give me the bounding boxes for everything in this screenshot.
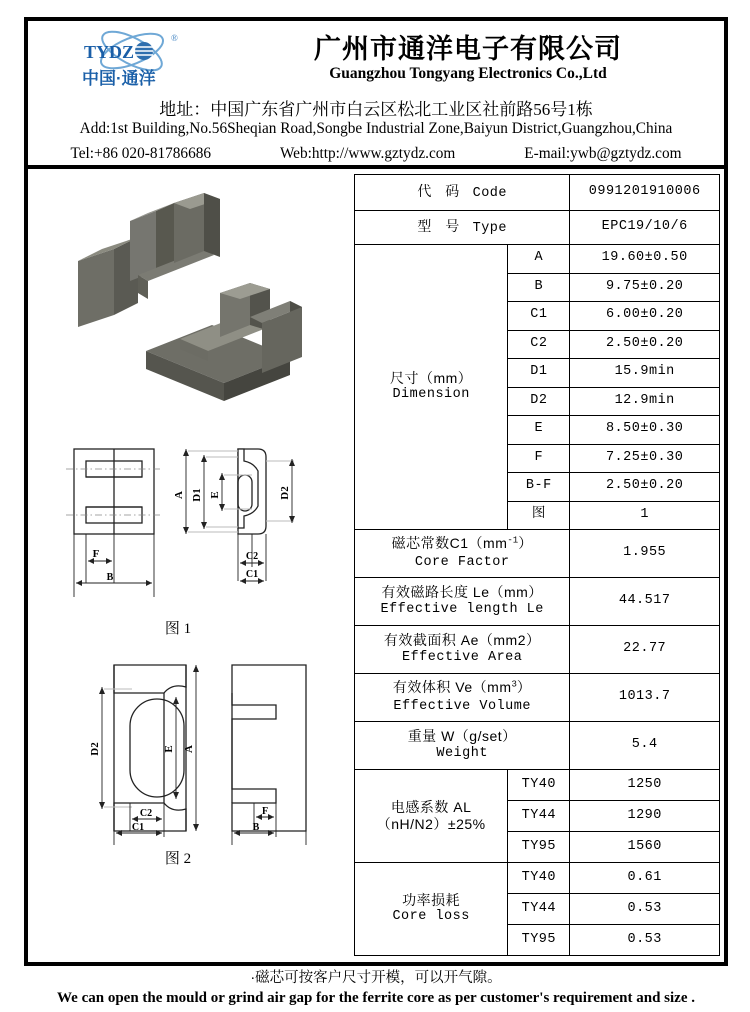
dim-value: 6.00±0.20 [570,302,720,331]
dim-key: C1 [508,302,570,331]
weight-value: 5.4 [570,722,720,770]
fig2-label-B: B [252,822,260,833]
company-header [28,21,724,169]
company-address-en: Add:1st Building,No.56Sheqian Road,Songbe Industrial Zone,Baiyun District,Guangzhou,China [79,120,673,137]
table-row-dim-A [355,245,720,274]
company-email[interactable]: E-mail:ywb@gztydz.com [524,145,682,162]
type-label: 型 号 Type [355,211,570,245]
fig1-label-A: A [173,491,185,499]
fig2-label-A: A [183,745,195,753]
fig2-label-D2: D2 [89,742,101,756]
al-grade: TY44 [508,801,570,832]
al-value: 1290 [570,801,720,832]
core-factor-value: 1.955 [570,530,720,578]
figures-column [28,169,350,966]
figure-2-drawing [68,653,338,845]
table-row-code [355,175,720,211]
loss-grade: TY44 [508,894,570,925]
company-name-en: Guangzhou Tongyang Electronics Co.,Ltd [329,65,607,82]
dim-value: 2.50±0.20 [570,473,720,502]
loss-value: 0.53 [570,894,720,925]
loss-value: 0.61 [570,863,720,894]
al-grade: TY95 [508,832,570,863]
dim-key: E [508,416,570,445]
dim-value: 2.50±0.20 [570,330,720,359]
datasheet-page [24,17,728,966]
dim-value: 8.50±0.30 [570,416,720,445]
loss-value: 0.53 [570,925,720,956]
effective-length-value: 44.517 [570,578,720,626]
loss-grade: TY40 [508,863,570,894]
table-row-effective-area [355,626,720,674]
table-row-type [355,211,720,245]
type-value: EPC19/10/6 [570,211,720,245]
dim-value: 7.25±0.30 [570,444,720,473]
product-photo [34,175,346,407]
code-value: 0991201910006 [570,175,720,211]
effective-area-label: 有效截面积 Ae（mm2） Effective Area [355,626,570,674]
datasheet-body [28,169,724,966]
footer-notes [24,966,728,1012]
fig2-label-C2: C2 [139,808,153,819]
effective-area-value: 22.77 [570,626,720,674]
dim-key: D1 [508,359,570,388]
dim-key: D2 [508,387,570,416]
figure-1-caption: 图 1 [164,621,192,637]
dim-key: B-F [508,473,570,502]
company-tel: Tel:+86 020-81786686 [70,145,212,162]
dim-key: 图 [508,501,570,530]
logo-registered-mark: ® [171,33,178,43]
company-logo [72,29,192,91]
figure-1-drawing [52,431,342,616]
table-row-weight [355,722,720,770]
fig1-label-B: B [106,572,114,583]
company-contact-row [28,145,724,163]
table-row-effective-volume [355,674,720,722]
al-value: 1250 [570,770,720,801]
al-label: 电感系数 AL （nH/N2）±25% [355,770,508,863]
fig2-label-E: E [163,745,175,753]
core-factor-label: 磁芯常数$C1(mm^{-1})$ Core Factor [355,530,570,578]
fig1-label-E: E [209,491,221,499]
fig1-label-C1: C1 [245,569,259,580]
fig1-label-D1: D1 [191,488,203,502]
table-row-effective-length [355,578,720,626]
fig1-label-F: F [92,548,100,560]
dim-value: 19.60±0.50 [570,245,720,274]
fig2-label-C1: C1 [131,822,145,833]
fig1-label-C2: C2 [245,551,259,562]
table-row-core-factor [355,530,720,578]
dim-value: 12.9min [570,387,720,416]
specification-table [354,174,720,956]
fig2-label-F: F [261,806,269,817]
table-row-loss-ty40 [355,863,720,894]
dim-key: F [508,444,570,473]
dim-value: 15.9min [570,359,720,388]
logo-graphic [72,29,192,91]
table-row-al-ty40 [355,770,720,801]
core-loss-label: 功率损耗 Core loss [355,863,508,956]
code-label: 代 码 Code [355,175,570,211]
logo-latin-text: TYDZ [84,42,135,62]
dim-key: A [508,245,570,274]
note-english: We can open the mould or grind air gap for the ferrite core as per customer's requirement and size . [57,990,695,1006]
fig1-label-D2: D2 [279,486,291,500]
al-grade: TY40 [508,770,570,801]
al-value: 1560 [570,832,720,863]
loss-grade: TY95 [508,925,570,956]
dim-value: 9.75±0.20 [570,273,720,302]
effective-volume-label: 有效体积 $Ve(mm^3)$ Effective Volume [355,674,570,722]
figure-2-caption: 图 2 [164,851,192,867]
dim-key: C2 [508,330,570,359]
dim-value: 1 [570,501,720,530]
company-address-cn: 地址：中国广东省广州市白云区松北工业区社前路56号1栋 [159,100,593,119]
company-name-cn: 广州市通洋电子有限公司 [314,34,622,64]
note-chinese: ·磁芯可按客户尺寸开模，可以开气隙。 [250,970,502,986]
dimension-label: 尺寸（mm） Dimension [355,245,508,530]
company-website[interactable]: Web:http://www.gztydz.com [279,145,456,162]
effective-volume-value: 1013.7 [570,674,720,722]
logo-chinese-text: 中国·通洋 [82,69,156,88]
effective-length-label: 有效磁路长度 Le（mm） Effective length Le [355,578,570,626]
weight-label: 重量 W（g/set） Weight [355,722,570,770]
spec-table-column [350,169,724,966]
dim-key: B [508,273,570,302]
